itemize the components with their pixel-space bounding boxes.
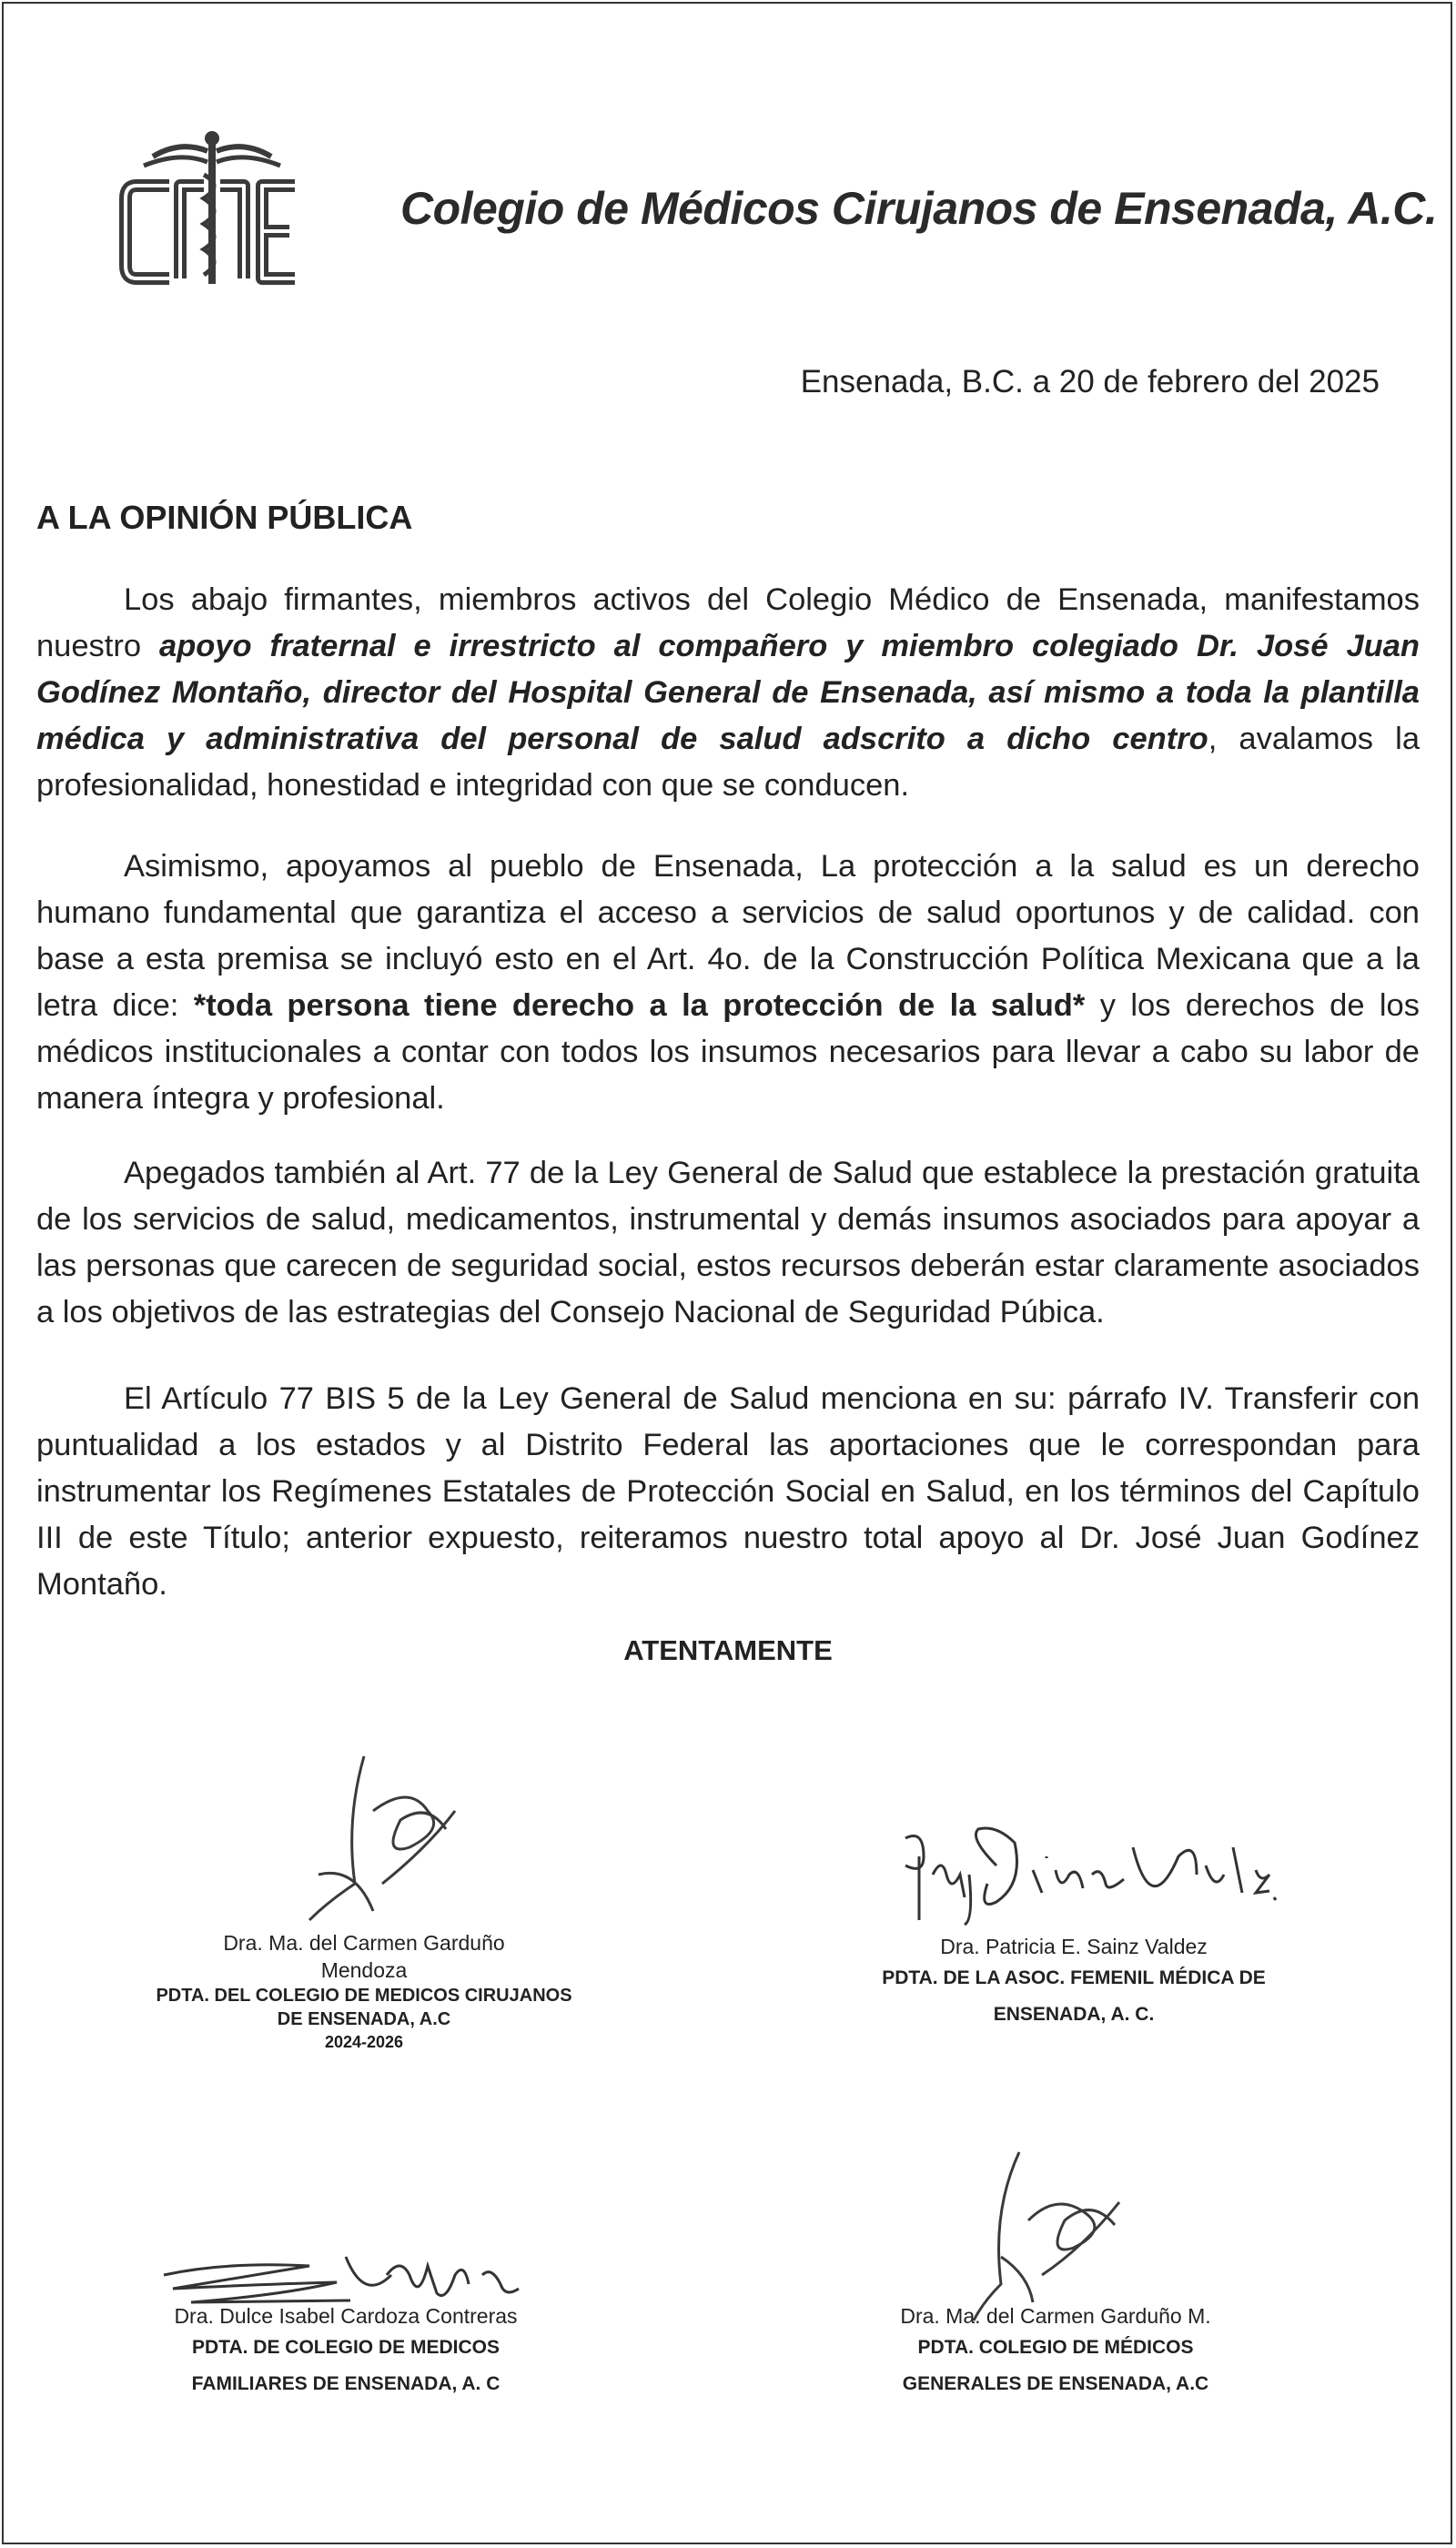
signatory-1-years: 2024-2026 <box>324 2033 404 2051</box>
signatory-2-name: Dra. Patricia E. Sainz Valdez <box>940 1935 1208 1958</box>
paragraph-1 <box>36 577 1420 809</box>
signatory-1-role-2: DE ENSENADA, A.C <box>277 2009 451 2029</box>
signatory-2-role-2: ENSENADA, A. C. <box>993 2004 1155 2025</box>
signatory-1-role: PDTA. DEL COLEGIO DE MEDICOS CIRUJANOS <box>156 1986 572 2006</box>
paragraph-2-text: Asimismo, apoyamos al pueblo de Ensenada, La protección a la salud es un derecho humano fundamental que garantiza el acceso a servicios de salud oportunos y de calidad. con base a esta premisa se incluyó esto en el Art. 4o. de la Construcción Política Mexicana que a la letra dice: <box>36 849 1420 1023</box>
paragraph-2-quote: *toda persona tiene derecho a la protección de la salud* <box>193 988 1086 1023</box>
signatory-1-name-2: Mendoza <box>320 1958 408 1982</box>
signatory-1-name: Dra. Ma. del Carmen Garduño <box>223 1931 505 1955</box>
paragraph-2-text-end: y los derechos de los médicos institucionales a contar con todos los insumos necesarios para llevar a cabo su labor de manera íntegra y profesional. <box>36 988 1420 1116</box>
paragraph-3 <box>36 1150 1420 1336</box>
addressee-heading: A LA OPINIÓN PÚBLICA <box>36 499 413 536</box>
paragraph-1-text: Los abajo firmantes, miembros activos del Colegio Médico de Ensenada, manifestamos nuestro <box>36 582 1420 663</box>
signatory-1 <box>127 1929 601 2053</box>
signatory-3 <box>109 2302 582 2402</box>
signature-2-scribble <box>896 1820 1279 1929</box>
closing-atentamente: ATENTAMENTE <box>623 1634 833 1666</box>
cme-logo-icon <box>116 129 308 302</box>
paragraph-3-text: Apegados también al Art. 77 de la Ley General de Salud que establece la prestación gratuita de los servicios de salud, medicamentos, instrumental y demás insumos asociados para apoyar a las personas que carecen de seguridad social, estos recursos deberán estar claramente asociados a los objetivos de las estrategias del Consejo Nacional de Seguridad Púbica. <box>36 1156 1420 1330</box>
signatory-3-role: PDTA. DE COLEGIO DE MEDICOS <box>192 2337 500 2358</box>
paragraph-2 <box>36 844 1420 1122</box>
signatory-2 <box>837 1933 1310 2033</box>
signatory-4-role-2: GENERALES DE ENSENADA, A.C <box>902 2373 1209 2394</box>
signature-1-scribble <box>291 1747 473 1929</box>
signatory-2-role: PDTA. DE LA ASOC. FEMENIL MÉDICA DE <box>882 1967 1266 1988</box>
paragraph-4-text: El Artículo 77 BIS 5 de la Ley General de Salud menciona en su: párrafo IV. Transferir con puntualidad a los estados y al Distrito Federal las aportaciones que le correspondan para instrumentar los Regímenes Estatales de Protección Social en Salud, en los términos del Capítulo III de este Título; anterior expuesto, reiteramos nuestro total apoyo al Dr. José Juan Godínez Montaño. <box>36 1381 1420 1602</box>
signatory-3-role-2: FAMILIARES DE ENSENADA, A. C <box>191 2373 500 2394</box>
paragraph-1-text-end: , avalamos la profesionalidad, honestidad e integridad con que se conducen. <box>36 722 1420 803</box>
signatory-3-name: Dra. Dulce Isabel Cardoza Contreras <box>174 2304 518 2328</box>
paragraph-1-emphasis: apoyo fraternal e irrestricto al compañero y miembro colegiado Dr. José Juan Godínez Montaño, director del Hospital General de Ensenada, así mismo a toda la plantilla médica y administrativa del personal de salud adscrito a dicho centro <box>36 629 1420 756</box>
organization-name: Colegio de Médicos Cirujanos de Ensenada, A.C. <box>400 183 1438 234</box>
date-line: Ensenada, B.C. a 20 de febrero del 2025 <box>800 364 1380 399</box>
paragraph-4 <box>36 1376 1420 1608</box>
signatory-4-role: PDTA. COLEGIO DE MÉDICOS <box>917 2337 1194 2358</box>
signatory-4-name: Dra. Ma. del Carmen Garduño M. <box>900 2304 1211 2328</box>
signatory-4 <box>819 2302 1292 2402</box>
